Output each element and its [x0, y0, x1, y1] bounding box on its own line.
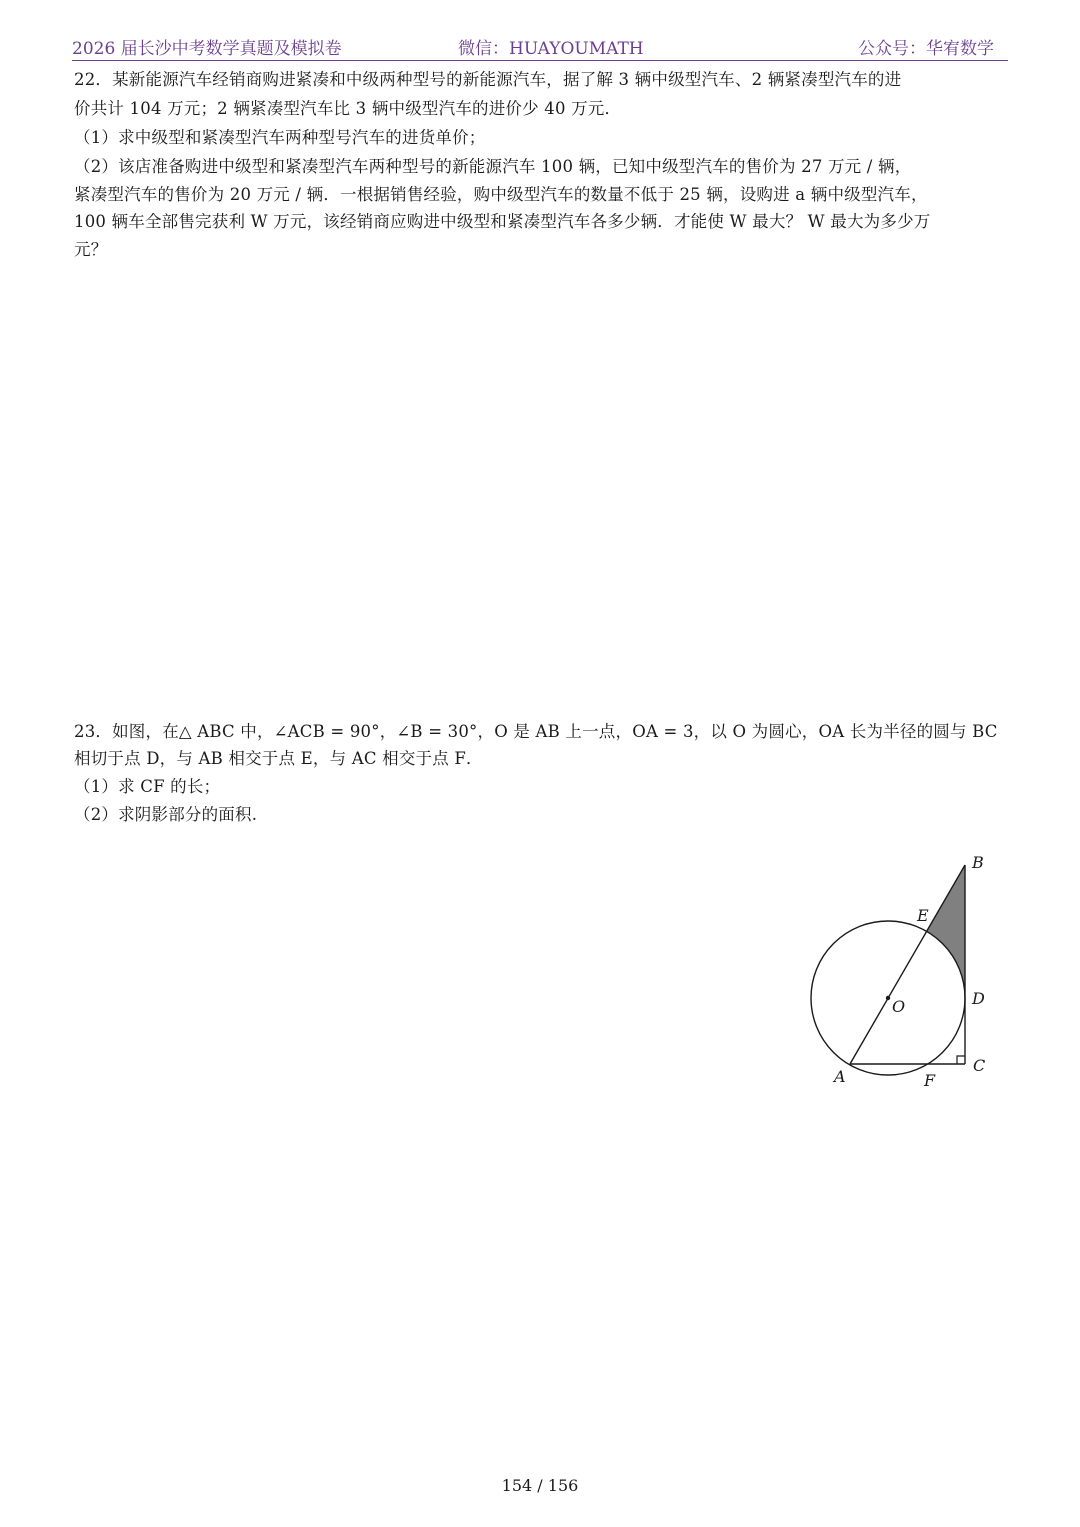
q22-line-7: 元？: [74, 240, 108, 259]
q22-line-2: 价共计 104 万元；2 辆紧凑型汽车比 3 辆中级型汽车的进价少 40 万元．: [74, 99, 622, 118]
q22-line-6: 100 辆车全部售完获利 W 万元，该经销商应购进中级型和紧凑型汽车各多少辆．才能使 W 最大？ W 最大为多少万: [74, 212, 931, 231]
q23-line-3: （1）求 CF 的长；: [74, 777, 221, 796]
header-account: 公众号：华宥数学: [858, 39, 994, 59]
q23-line-4: （2）求阴影部分的面积.: [74, 805, 258, 824]
q22-line-3: （1）求中级型和紧凑型汽车两种型号汽车的进货单价；: [74, 128, 486, 147]
label-o: O: [892, 997, 906, 1016]
center-point: [886, 996, 890, 1000]
label-e: E: [917, 906, 929, 925]
segment-ab: [850, 865, 965, 1064]
label-a: A: [834, 1067, 846, 1086]
label-c: C: [973, 1056, 986, 1075]
shaded-region: [926, 865, 965, 998]
q22-line-1: 22．某新能源汽车经销商购进紧凑和中级两种型号的新能源汽车，据了解 3 辆中级型汽车、2 辆紧凑型汽车的进: [74, 70, 902, 89]
q22-line-4: （2）该店准备购进中级型和紧凑型汽车两种型号的新能源汽车 100 辆，已知中级型汽车的售价为 27 万元 / 辆，: [74, 157, 912, 176]
q23-line-2: 相切于点 D，与 AB 相交于点 E，与 AC 相交于点 F．: [74, 749, 483, 768]
q22-line-5: 紧凑型汽车的售价为 20 万元 / 辆．一根据销售经验，购中级型汽车的数量不低于 25 辆，设购进 a 辆中级型汽车，: [74, 185, 928, 204]
header-wechat: 微信：HUAYOUMATH: [458, 39, 644, 59]
label-f: F: [924, 1071, 936, 1090]
geometry-figure: [800, 848, 1010, 1094]
q23-line-1: 23．如图，在△ ABC 中，∠ACB = 90°，∠B = 30°，O 是 AB 上一点，OA = 3，以 O 为圆心，OA 长为半径的圆与 BC: [74, 722, 998, 741]
page-number: 154 / 156: [501, 1476, 579, 1495]
label-b: B: [972, 853, 984, 872]
label-d: D: [972, 989, 985, 1008]
header-title: 2026 届长沙中考数学真题及模拟卷: [72, 39, 342, 59]
right-angle-mark: [957, 1056, 965, 1064]
page-header: [72, 34, 1008, 61]
